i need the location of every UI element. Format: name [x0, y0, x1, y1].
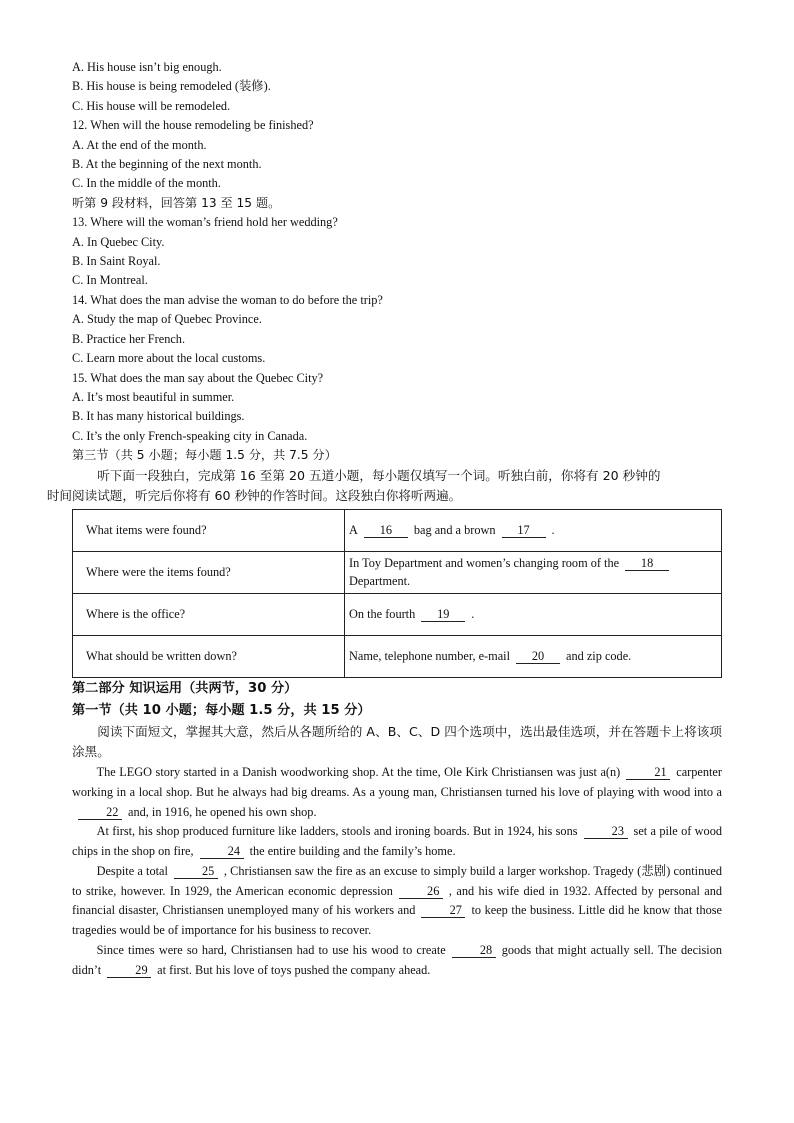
passage-text: goods that might actually sell. The decision didn’t — [72, 943, 722, 977]
blank-22[interactable]: 22 — [78, 805, 122, 820]
answer-text: bag and a brown — [413, 523, 496, 538]
option-a: A. It’s most beautiful in summer. — [72, 389, 235, 404]
blank-29[interactable]: 29 — [107, 963, 151, 978]
answer-text: In Toy Department and women’s changing room of the — [349, 556, 620, 571]
passage-text: carpenter working in a local shop. But he always had big dreams. As a young man, Christiansen turned his love of playing with wood into a — [72, 764, 722, 799]
option-b: B. At the beginning of the next month. — [72, 157, 262, 172]
table-answer — [345, 509, 722, 551]
option-c: C. In the middle of the month. — [72, 176, 221, 191]
blank-16[interactable]: 16 — [364, 523, 408, 538]
passage-text: , Christiansen saw the fire as an excuse to simply build a larger workshop. Tragedy (悲剧) continued to strike, however. In 1929, the American economic depression — [72, 863, 723, 898]
table-question: Where were the items found? — [73, 551, 345, 593]
blank-17[interactable]: 17 — [502, 523, 546, 538]
option-a: A. At the end of the month. — [72, 137, 207, 152]
option-c: C. His house will be remodeled. — [72, 98, 231, 113]
table-answer — [345, 635, 722, 677]
passage-paragraph-4 — [72, 941, 722, 981]
answer-text: A — [349, 523, 358, 538]
table-question: What items were found? — [73, 509, 345, 551]
blank-27[interactable]: 27 — [421, 903, 465, 918]
question-13: 13. Where will the woman’s friend hold her wedding? — [72, 215, 338, 230]
section-3-instruction — [46, 466, 722, 507]
blank-21[interactable]: 21 — [626, 765, 670, 780]
table-row — [73, 593, 722, 635]
cloze-passage — [72, 763, 722, 981]
question-12: 12. When will the house remodeling be finished? — [72, 118, 314, 133]
passage-text: , and his wife died in 1932. Affected by personal and financial disaster, Christiansen unemployed many of his workers and — [72, 883, 722, 918]
blank-24[interactable]: 24 — [200, 844, 244, 859]
blank-26[interactable]: 26 — [399, 884, 443, 899]
answer-text: and zip code. — [566, 649, 632, 664]
section-3-heading: 第三节（共 5 小题；每小题 1.5 分，共 7.5 分） — [72, 448, 337, 463]
table-row — [73, 551, 722, 593]
option-a: A. In Quebec City. — [72, 234, 165, 249]
blank-20[interactable]: 20 — [516, 649, 560, 664]
question-15: 15. What does the man say about the Quebec City? — [72, 370, 324, 385]
passage-text: and, in 1916, he opened his own shop. — [128, 804, 317, 819]
passage-paragraph-2 — [72, 822, 722, 862]
answer-text: . — [551, 523, 555, 538]
passage-text: to keep the business. Little did he know that those tragedies would be of importance for his business to recover. — [72, 903, 722, 938]
option-c: C. In Montreal. — [72, 273, 148, 288]
instruction-line-2: 时间阅读试题，听完后你将有 60 秒钟的作答时间。这段独白你将听两遍。 — [46, 488, 462, 504]
option-b: B. His house is being remodeled (装修). — [72, 79, 271, 94]
table-question: What should be written down? — [73, 635, 345, 677]
blank-18[interactable]: 18 — [625, 556, 669, 571]
answer-text: On the fourth — [349, 607, 416, 622]
passage-paragraph-3 — [72, 862, 722, 941]
table-answer — [345, 593, 722, 635]
table-row — [73, 635, 722, 677]
table-question: Where is the office? — [73, 593, 345, 635]
answer-text: Department. — [349, 574, 411, 589]
instruction-line-1: 听下面一段独白，完成第 16 至第 20 五道小题，每小题仅填写一个词。听独白前，你将有 20 秒钟的 — [97, 467, 661, 483]
option-c: C. Learn more about the local customs. — [72, 351, 266, 366]
blank-25[interactable]: 25 — [174, 864, 218, 879]
blank-19[interactable]: 19 — [421, 607, 465, 622]
answer-table — [72, 509, 722, 678]
part-2-instruction: 阅读下面短文，掌握其大意，然后从各题所给的 A、B、C、D 四个选项中，选出最佳选项，并在答题卡上将该项涂黑。 — [72, 723, 722, 760]
passage-text: Despite a total — [96, 863, 168, 878]
blank-28[interactable]: 28 — [452, 943, 496, 958]
option-b: B. Practice her French. — [72, 331, 186, 346]
part-2-section-1-title: 第一节（共 10 小题；每小题 1.5 分，共 15 分） — [72, 702, 371, 718]
passage-text: at first. But his love of toys pushed the company ahead. — [157, 962, 431, 977]
material-9-instruction: 听第 9 段材料，回答第 13 至 15 题。 — [72, 195, 281, 210]
answer-text: Name, telephone number, e-mail — [349, 649, 511, 664]
table-answer — [345, 551, 722, 593]
blank-23[interactable]: 23 — [584, 824, 628, 839]
option-a: A. Study the map of Quebec Province. — [72, 312, 262, 327]
part-2-title: 第二部分 知识运用（共两节，30 分） — [72, 680, 298, 696]
option-c: C. It’s the only French-speaking city in Canada. — [72, 428, 308, 443]
passage-text: set a pile of wood chips in the shop on fire, — [72, 824, 722, 859]
listening-questions — [72, 58, 722, 466]
option-b: B. In Saint Royal. — [72, 254, 161, 269]
exam-page — [46, 58, 723, 981]
passage-paragraph-1 — [72, 763, 722, 822]
option-b: B. It has many historical buildings. — [72, 409, 245, 424]
passage-text: At first, his shop produced furniture like ladders, stools and ironing boards. But in 1924, his sons — [96, 824, 578, 839]
answer-text: . — [471, 607, 475, 622]
option-a: A. His house isn’t big enough. — [72, 60, 222, 74]
passage-text: the entire building and the family’s home. — [249, 844, 456, 859]
question-14: 14. What does the man advise the woman to do before the trip? — [72, 292, 383, 307]
table-row — [73, 509, 722, 551]
passage-text: Since times were so hard, Christiansen had to use his wood to create — [96, 943, 446, 958]
passage-text: The LEGO story started in a Danish woodworking shop. At the time, Ole Kirk Christiansen was just a(n) — [96, 764, 621, 779]
